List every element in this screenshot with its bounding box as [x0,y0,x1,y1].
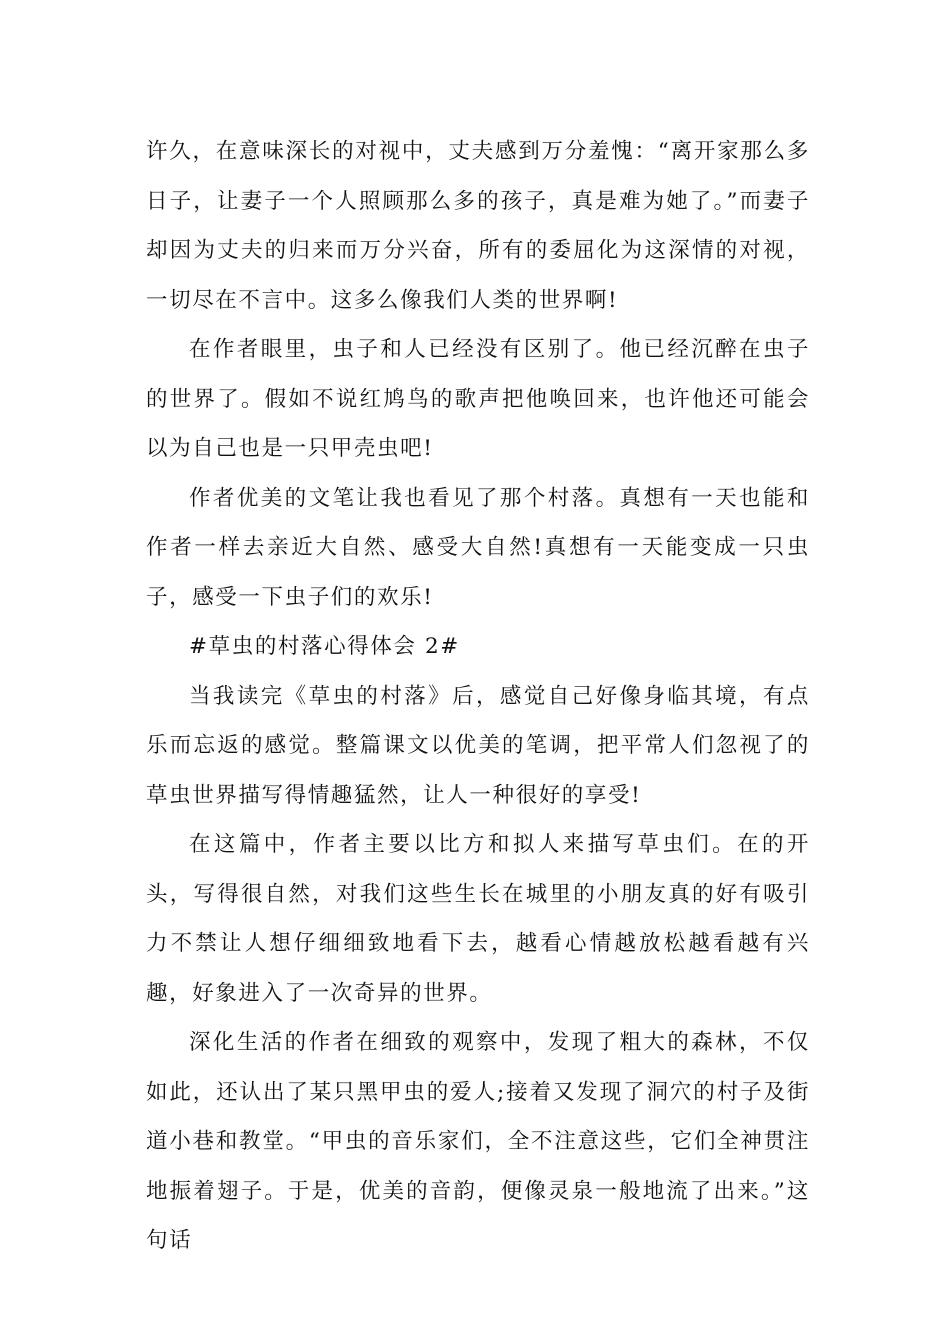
paragraph: 作者优美的文笔让我也看见了那个村落。真想有一天也能和作者一样去亲近大自然、感受大自然!真想有一天能变成一只虫子，感受一下虫子们的欢乐! [146,485,810,610]
paragraph: 深化生活的作者在细致的观察中，发现了粗大的森林，不仅如此，还认出了某只黑甲虫的爱人;接着又发现了洞穴的村子及街道小巷和教堂。“甲虫的音乐家们，全不注意这些，它们全神贯注地振着翅子。于是，优美的音韵，便像灵泉一般地流了出来。”这句话 [146,1030,810,1253]
paragraph-continued: 许久，在意味深长的对视中，丈夫感到万分羞愧：“离开家那么多日子，让妻子一个人照顾那么多的孩子，真是难为她了。”而妻子却因为丈夫的归来而万分兴奋，所有的委屈化为这深情的对视，一切尽在不言中。这多么像我们人类的世界啊! [146,139,810,313]
document-body [146,127,810,1266]
paragraph: 在这篇中，作者主要以比方和拟人来描写草虫们。在的开头，写得很自然，对我们这些生长在城里的小朋友真的好有吸引力不禁让人想仔细细致地看下去，越看心情越放松越看越有兴趣，好象进入了一次奇异的世界。 [146,832,810,1006]
section-heading: #草虫的村落心得体会 2# [189,634,460,659]
paragraph: 当我读完《草虫的村落》后，感觉自己好像身临其境，有点乐而忘返的感觉。整篇课文以优美的笔调，把平常人们忽视了的草虫世界描写得情趣猛然，让人一种很好的享受! [146,683,810,808]
paragraph: 在作者眼里，虫子和人已经没有区别了。他已经沉醉在虫子的世界了。假如不说红鸠鸟的歌声把他唤回来，也许他还可能会以为自己也是一只甲壳虫吧! [146,337,810,461]
